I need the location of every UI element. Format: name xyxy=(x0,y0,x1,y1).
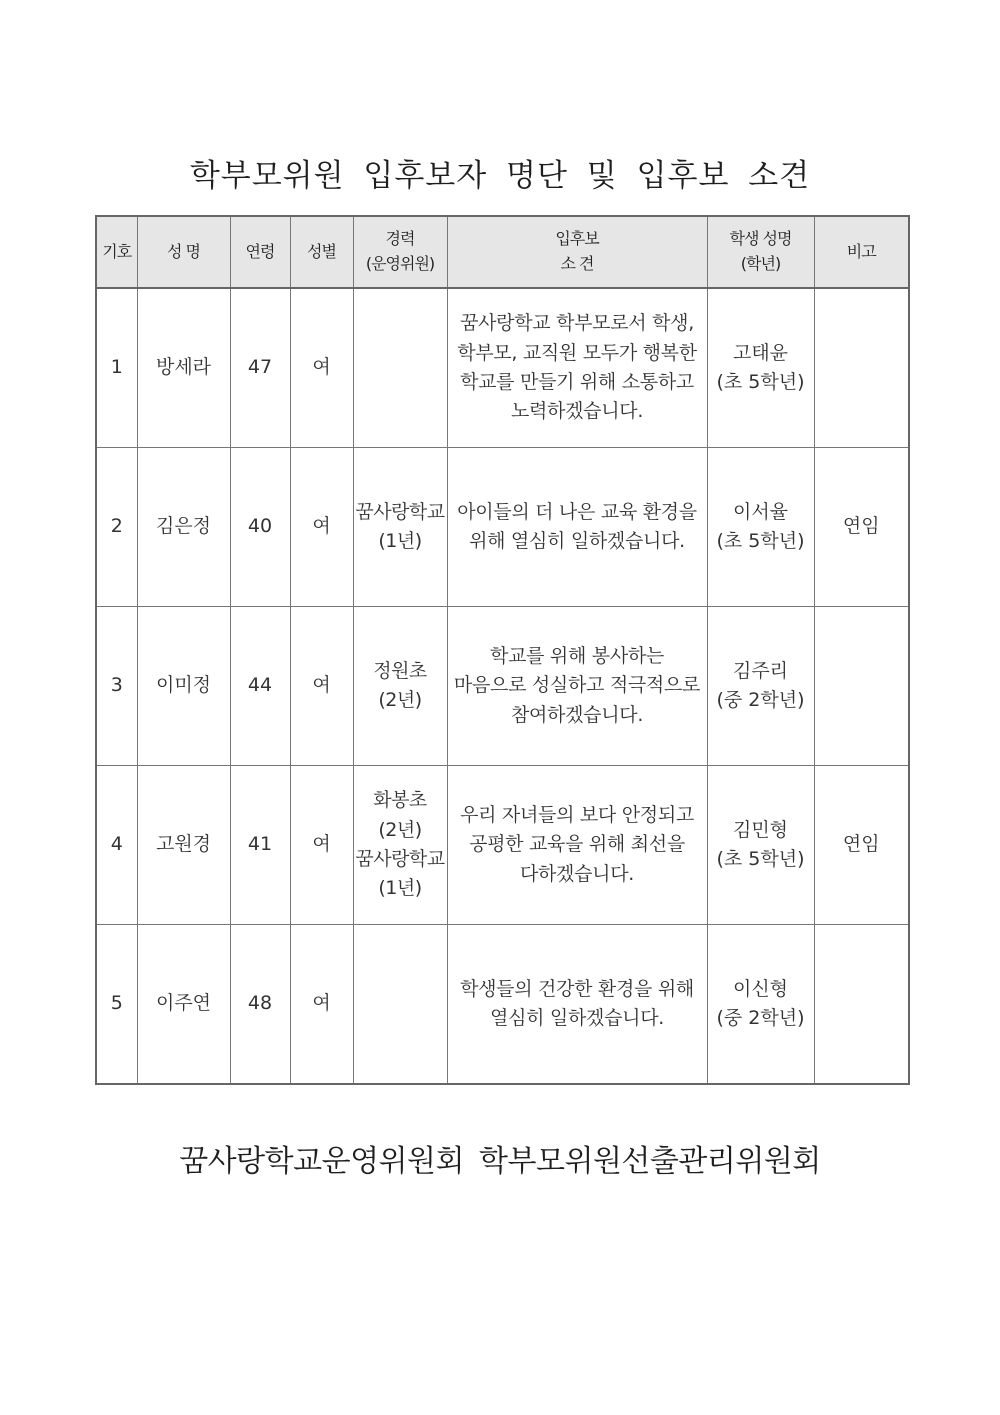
cell-age: 41 xyxy=(230,766,290,925)
cell-name: 김은정 xyxy=(137,448,230,607)
cell-opinion xyxy=(447,288,707,448)
opinion-line: 학부모, 교직원 모두가 행복한 xyxy=(457,341,697,364)
opinion-line: 우리 자녀들의 보다 안정되고 xyxy=(460,803,694,826)
cell-remark xyxy=(814,925,909,1085)
student-grade: (초 5학년) xyxy=(716,848,805,870)
header-opinion-line2: 소 견 xyxy=(560,254,594,273)
opinion-line: 학교를 위해 봉사하는 xyxy=(490,644,664,667)
cell-career xyxy=(353,607,447,766)
cell-student xyxy=(707,925,814,1085)
cell-remark: 연임 xyxy=(814,448,909,607)
table-row xyxy=(96,766,909,925)
career-line: (1년) xyxy=(378,877,422,900)
header-gender: 성별 xyxy=(290,216,353,288)
cell-remark xyxy=(814,607,909,766)
cell-age: 47 xyxy=(230,288,290,448)
career-line: (1년) xyxy=(378,530,422,552)
opinion-line: 학생들의 건강한 환경을 위해 xyxy=(460,977,694,1000)
cell-remark: 연임 xyxy=(814,766,909,925)
table-row xyxy=(96,925,909,1085)
page-title: 학부모위원 입후보자 명단 및 입후보 소견 xyxy=(189,158,811,194)
student-name: 김민형 xyxy=(732,818,789,841)
header-career-line2: (운영위원) xyxy=(365,254,435,273)
header-opinion xyxy=(447,216,707,288)
opinion-line: 학교를 만들기 위해 소통하고 xyxy=(460,371,694,393)
cell-opinion xyxy=(447,448,707,607)
candidate-table xyxy=(95,215,910,1085)
cell-gender: 여 xyxy=(290,448,353,607)
student-grade: (중 2학년) xyxy=(716,1007,805,1029)
opinion-line: 위해 열심히 일하겠습니다. xyxy=(469,530,685,552)
student-name: 고태윤 xyxy=(732,341,789,364)
cell-name: 고원경 xyxy=(137,766,230,925)
header-student xyxy=(707,216,814,288)
career-line: 정원초 xyxy=(373,659,427,682)
cell-opinion xyxy=(447,766,707,925)
cell-age: 48 xyxy=(230,925,290,1085)
cell-number: 4 xyxy=(96,766,137,925)
opinion-line: 공평한 교육을 위해 최선을 xyxy=(469,833,685,856)
opinion-line: 노력하겠습니다. xyxy=(510,400,644,423)
opinion-line: 참여하겠습니다. xyxy=(510,703,644,726)
cell-gender: 여 xyxy=(290,766,353,925)
career-line: 꿈사랑학교 xyxy=(355,500,445,523)
student-grade: (초 5학년) xyxy=(716,530,805,552)
header-age: 연령 xyxy=(230,216,290,288)
table-row xyxy=(96,288,909,448)
cell-number: 1 xyxy=(96,288,137,448)
cell-student xyxy=(707,288,814,448)
cell-gender: 여 xyxy=(290,607,353,766)
cell-career xyxy=(353,925,447,1085)
student-name: 이서율 xyxy=(732,500,789,523)
cell-remark xyxy=(814,288,909,448)
opinion-line: 아이들의 더 나은 교육 환경을 xyxy=(457,500,697,523)
career-line: (2년) xyxy=(378,818,422,841)
table-header-row xyxy=(96,216,909,288)
committee-footer: 꿈사랑학교운영위원회 학부모위원선출관리위원회 xyxy=(179,1144,821,1179)
cell-opinion xyxy=(447,925,707,1085)
opinion-line: 꿈사랑학교 학부모로서 학생, xyxy=(460,312,694,335)
cell-age: 44 xyxy=(230,607,290,766)
cell-opinion xyxy=(447,607,707,766)
header-opinion-line1: 입후보 xyxy=(555,229,599,249)
header-student-line1: 학생 성명 xyxy=(729,229,792,249)
student-name: 김주리 xyxy=(732,659,789,682)
header-career-line1: 경력 xyxy=(385,229,415,249)
cell-number: 5 xyxy=(96,925,137,1085)
student-grade: (초 5학년) xyxy=(716,371,805,393)
cell-name: 이주연 xyxy=(137,925,230,1085)
career-line: 꿈사랑학교 xyxy=(355,848,445,870)
cell-name: 이미정 xyxy=(137,607,230,766)
opinion-line: 마음으로 성실하고 적극적으로 xyxy=(453,674,701,697)
table-row xyxy=(96,607,909,766)
cell-name: 방세라 xyxy=(137,288,230,448)
header-student-line2: (학년) xyxy=(740,254,781,273)
cell-student xyxy=(707,448,814,607)
cell-career xyxy=(353,288,447,448)
cell-student xyxy=(707,607,814,766)
cell-gender: 여 xyxy=(290,925,353,1085)
cell-career xyxy=(353,766,447,925)
table-row xyxy=(96,448,909,607)
cell-number: 2 xyxy=(96,448,137,607)
student-name: 이신형 xyxy=(732,977,789,1000)
opinion-line: 다하겠습니다. xyxy=(519,862,635,885)
header-remark: 비고 xyxy=(814,216,909,288)
cell-career xyxy=(353,448,447,607)
student-grade: (중 2학년) xyxy=(716,689,805,711)
cell-student xyxy=(707,766,814,925)
opinion-line: 열심히 일하겠습니다. xyxy=(490,1007,664,1029)
table-body xyxy=(96,288,909,1084)
header-number: 기호 xyxy=(96,216,137,288)
career-line: 화봉초 xyxy=(373,789,427,812)
header-name: 성 명 xyxy=(137,216,230,288)
header-career xyxy=(353,216,447,288)
cell-age: 40 xyxy=(230,448,290,607)
cell-number: 3 xyxy=(96,607,137,766)
cell-gender: 여 xyxy=(290,288,353,448)
career-line: (2년) xyxy=(378,689,422,711)
